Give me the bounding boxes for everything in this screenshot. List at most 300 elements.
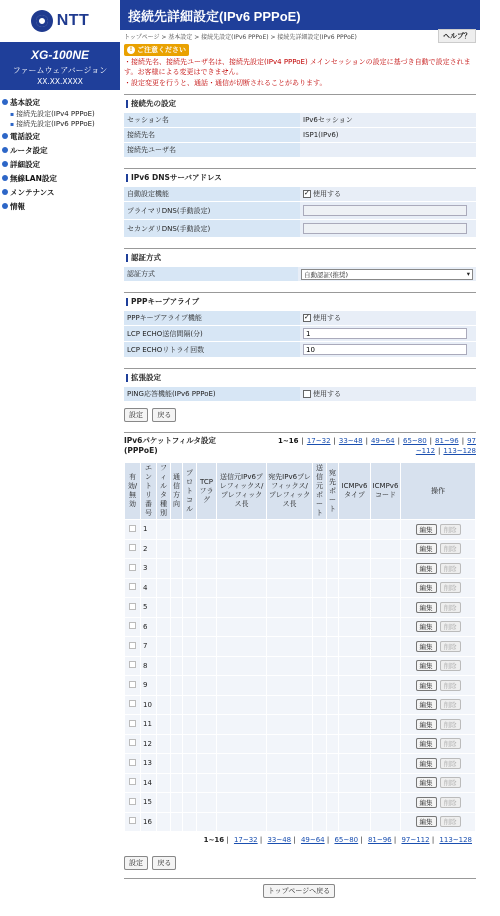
row-enable-checkbox[interactable] [129,583,136,590]
empty-cell [371,695,401,715]
empty-cell [267,578,313,598]
empty-cell [339,695,371,715]
empty-cell [171,695,183,715]
entry-number: 5 [141,598,157,618]
bullet-icon [2,133,8,139]
row-enable-checkbox[interactable] [129,798,136,805]
primary-dns-input[interactable] [303,205,467,216]
empty-cell [371,715,401,735]
top-page-button[interactable]: トップページへ戻る [263,884,335,898]
row-actions [401,715,476,735]
empty-cell [339,598,371,618]
empty-cell [157,559,171,579]
empty-cell [183,578,197,598]
table-row [125,598,476,618]
delete-button[interactable]: 削除 [440,758,461,769]
table-row [125,539,476,559]
row-enable-cell [125,520,141,540]
row-actions [401,539,476,559]
nav-sub-ipv6[interactable]: ▪ 接続先設定(IPv6 PPPoE) [10,120,95,128]
edit-button[interactable]: 編集 [416,543,437,554]
footer [124,878,476,898]
lcp-retry-input[interactable] [303,344,467,355]
empty-cell [183,559,197,579]
empty-cell [217,695,267,715]
empty-cell [313,734,327,754]
filter-section [124,432,476,844]
page-link[interactable]: 49~64 [300,836,325,844]
row-enable-checkbox[interactable] [129,642,136,649]
col-header: 宛先IPv6プレフィックス/プレフィックス長 [267,463,313,520]
section-connection [124,94,476,158]
extended-table [124,386,476,402]
table-row [125,559,476,579]
row-enable-cell [125,734,141,754]
empty-cell [157,812,171,832]
empty-cell [339,617,371,637]
edit-button[interactable]: 編集 [416,621,437,632]
empty-cell [339,559,371,579]
empty-cell [171,617,183,637]
page-link[interactable]: 81~96 [435,437,459,445]
page-link[interactable]: 33~48 [267,836,292,844]
entry-number: 2 [141,539,157,559]
delete-button[interactable]: 削除 [440,602,461,613]
empty-cell [313,559,327,579]
back-button[interactable]: 戻る [152,408,176,422]
row-enable-checkbox[interactable] [129,759,136,766]
row-actions [401,637,476,657]
nav-maintenance[interactable]: メンテナンス [0,185,120,199]
empty-cell [339,793,371,813]
delete-button[interactable]: 削除 [440,582,461,593]
delete-button[interactable]: 削除 [440,797,461,808]
pager-top: 1~16 | 17~32 | 33~48 | 49~64 | 65~80 | 81~96 | 97 ~112 | 113~128 [278,437,476,455]
empty-cell [157,715,171,735]
edit-button[interactable]: 編集 [416,524,437,535]
empty-cell [171,793,183,813]
empty-cell [183,598,197,618]
row-enable-checkbox[interactable] [129,681,136,688]
filter-title: IPv6パケットフィルタ設定(PPPoE) [124,436,216,455]
empty-cell [217,676,267,696]
empty-cell [371,734,401,754]
empty-cell [197,676,217,696]
empty-cell [371,598,401,618]
empty-cell [371,559,401,579]
row-enable-cell [125,656,141,676]
page-link[interactable]: 17~32 [233,836,258,844]
empty-cell [217,812,267,832]
row-enable-checkbox[interactable] [129,622,136,629]
empty-cell [171,734,183,754]
auth-select[interactable]: 自動認証(推奨) ▾ [301,269,473,280]
empty-cell [197,539,217,559]
empty-cell [171,637,183,657]
page-link[interactable]: 17~32 [306,437,331,445]
filter-header [124,432,476,456]
empty-cell [327,793,339,813]
table-row [125,656,476,676]
empty-cell [197,637,217,657]
row-enable-checkbox[interactable] [129,720,136,727]
empty-cell [171,539,183,559]
nav-sub-ipv4[interactable]: ▪ 接続先設定(IPv4 PPPoE) [10,110,95,118]
empty-cell [157,773,171,793]
edit-button[interactable]: 編集 [416,582,437,593]
logo-text: NTT [56,12,90,29]
delete-button[interactable]: 削除 [440,641,461,652]
empty-cell [157,520,171,540]
sub-marker-icon: ▪ [10,120,15,128]
page-link[interactable]: ~112 [415,447,436,455]
empty-cell [371,812,401,832]
edit-button[interactable]: 編集 [416,797,437,808]
delete-button[interactable]: 削除 [440,621,461,632]
section-title: 接続先の設定 [124,94,476,112]
delete-button[interactable]: 削除 [440,563,461,574]
empty-cell [327,559,339,579]
entry-number: 6 [141,617,157,637]
section-title: 認証方式 [124,248,476,266]
form-row: LCP ECHOリトライ回数 10 [124,342,476,357]
keepalive-table [124,310,476,358]
bullet-icon [2,175,8,181]
empty-cell [197,520,217,540]
edit-button[interactable]: 編集 [416,758,437,769]
empty-cell [327,637,339,657]
page-link[interactable]: 113~128 [439,836,472,844]
row-enable-cell [125,617,141,637]
table-row [125,773,476,793]
empty-cell [339,656,371,676]
col-header: 宛先ポート [327,463,339,520]
section-title: 拡張設定 [124,368,476,386]
empty-cell [267,812,313,832]
nav-router[interactable]: ルータ設定 [0,143,120,157]
delete-button[interactable]: 削除 [440,524,461,535]
empty-cell [267,695,313,715]
empty-cell [183,812,197,832]
row-actions [401,520,476,540]
empty-cell [197,695,217,715]
col-header: 有効/無効 [125,463,141,520]
form-row: 接続先ユーザ名 [124,143,476,157]
empty-cell [171,520,183,540]
empty-cell [313,520,327,540]
page-current: 1~16 [203,836,225,844]
empty-cell [217,734,267,754]
empty-cell [327,812,339,832]
row-actions [401,734,476,754]
empty-cell [183,520,197,540]
delete-button[interactable]: 削除 [440,816,461,827]
empty-cell [339,676,371,696]
table-row [125,754,476,774]
row-enable-checkbox[interactable] [129,817,136,824]
row-actions [401,812,476,832]
secondary-dns-input[interactable] [303,223,467,234]
row-enable-checkbox[interactable] [129,700,136,707]
page-link[interactable]: 33~48 [338,437,363,445]
entry-number: 10 [141,695,157,715]
delete-button[interactable]: 削除 [440,680,461,691]
empty-cell [371,578,401,598]
empty-cell [217,754,267,774]
edit-button[interactable]: 編集 [416,738,437,749]
delete-button[interactable]: 削除 [440,777,461,788]
chevron-down-icon: ▾ [466,270,470,278]
empty-cell [183,793,197,813]
row-enable-checkbox[interactable] [129,603,136,610]
empty-cell [183,656,197,676]
page-link[interactable]: 65~80 [334,836,359,844]
row-actions [401,754,476,774]
empty-cell [171,812,183,832]
row-enable-checkbox[interactable] [129,564,136,571]
row-actions [401,656,476,676]
empty-cell [327,656,339,676]
main-panel [120,0,480,898]
form-row: 自動設定機能 ✓ 使用する [124,187,476,201]
empty-cell [327,695,339,715]
filter-header-row [125,463,476,520]
notice-badge: ! ご注意ください [124,44,189,56]
page-current: 1~16 [278,437,299,445]
edit-button[interactable]: 編集 [416,777,437,788]
empty-cell [197,598,217,618]
col-header: ICMPv6タイプ [339,463,371,520]
empty-cell [267,793,313,813]
empty-cell [267,539,313,559]
empty-cell [217,793,267,813]
empty-cell [313,539,327,559]
empty-cell [157,793,171,813]
breadcrumb-row [120,30,480,42]
edit-button[interactable]: 編集 [416,563,437,574]
empty-cell [313,676,327,696]
row-enable-cell [125,715,141,735]
section-auth [124,248,476,282]
entry-number: 9 [141,676,157,696]
empty-cell [267,734,313,754]
col-header: 操作 [401,463,476,520]
empty-cell [339,520,371,540]
empty-cell [217,773,267,793]
row-actions [401,773,476,793]
row-enable-cell [125,539,141,559]
table-row [125,734,476,754]
sub-marker-icon: ▪ [10,110,15,118]
row-actions [401,695,476,715]
apply-button[interactable]: 設定 [124,408,148,422]
empty-cell [313,578,327,598]
page-link[interactable]: 81~96 [367,836,392,844]
row-enable-checkbox[interactable] [129,778,136,785]
empty-cell [339,539,371,559]
empty-cell [157,676,171,696]
table-row [125,715,476,735]
empty-cell [339,812,371,832]
row-enable-cell [125,637,141,657]
empty-cell [313,812,327,832]
row-enable-checkbox[interactable] [129,661,136,668]
empty-cell [327,539,339,559]
bullet-icon [2,99,8,105]
entry-number: 12 [141,734,157,754]
empty-cell [171,773,183,793]
page-link[interactable]: 97 [467,437,476,445]
empty-cell [157,754,171,774]
row-enable-cell [125,695,141,715]
form-row: 認証方式 自動認証(推奨) ▾ [124,267,476,281]
section-keepalive [124,292,476,358]
nav-info[interactable]: 情報 [0,199,120,213]
empty-cell [197,617,217,637]
dns-auto-checkbox[interactable] [303,190,311,198]
row-enable-checkbox[interactable] [129,544,136,551]
bullet-icon [2,161,8,167]
form-row: PPPキープアライブ機能 ✓ 使用する [124,311,476,325]
bullet-icon [2,203,8,209]
lcp-interval-input[interactable] [303,328,467,339]
row-enable-cell [125,559,141,579]
table-row [125,676,476,696]
empty-cell [313,773,327,793]
bullet-icon [2,189,8,195]
section-title: IPv6 DNSサーバアドレス [124,168,476,186]
empty-cell [217,656,267,676]
empty-cell [267,598,313,618]
edit-button[interactable]: 編集 [416,660,437,671]
exclamation-icon: ! [127,46,135,54]
entry-number: 7 [141,637,157,657]
empty-cell [267,754,313,774]
empty-cell [339,578,371,598]
edit-button[interactable]: 編集 [416,602,437,613]
empty-cell [217,598,267,618]
notice-header [124,44,476,56]
page-link[interactable]: 65~80 [402,437,427,445]
section-extended [124,368,476,402]
breadcrumb[interactable]: トップページ > 基本設定 > 接続先設定(IPv6 PPPoE) > 接続先詳細設定(IPv6 PPPoE) [124,33,357,41]
delete-button[interactable]: 削除 [440,660,461,671]
form-row: LCP ECHO送信間隔(分) 1 [124,326,476,341]
back-button[interactable]: 戻る [152,856,176,870]
page-link[interactable]: 97~112 [401,836,430,844]
form-row: セカンダリDNS(手動設定) [124,220,476,237]
empty-cell [339,715,371,735]
edit-button[interactable]: 編集 [416,816,437,827]
col-header: 送信元IPv6プレフィックス/プレフィックス長 [217,463,267,520]
delete-button[interactable]: 削除 [440,738,461,749]
empty-cell [313,715,327,735]
section-title: PPPキープアライブ [124,292,476,310]
empty-cell [157,539,171,559]
empty-cell [339,773,371,793]
ping-checkbox[interactable] [303,390,311,398]
nav-basic[interactable]: 基本設定 [0,95,120,109]
empty-cell [267,656,313,676]
nav-wlan[interactable]: 無線LAN設定 [0,171,120,185]
row-enable-checkbox[interactable] [129,525,136,532]
keepalive-checkbox[interactable] [303,314,311,322]
empty-cell [157,598,171,618]
empty-cell [157,734,171,754]
delete-button[interactable]: 削除 [440,543,461,554]
empty-cell [371,520,401,540]
edit-button[interactable]: 編集 [416,699,437,710]
edit-button[interactable]: 編集 [416,719,437,730]
empty-cell [183,734,197,754]
nav-advanced[interactable]: 詳細設定 [0,157,120,171]
empty-cell [339,754,371,774]
row-actions [401,559,476,579]
delete-button[interactable]: 削除 [440,719,461,730]
section-dns [124,168,476,238]
empty-cell [313,695,327,715]
row-actions [401,793,476,813]
nav-phone[interactable]: 電話設定 [0,129,120,143]
empty-cell [217,559,267,579]
table-row [125,793,476,813]
row-enable-checkbox[interactable] [129,739,136,746]
entry-number: 8 [141,656,157,676]
col-header: 通信方向 [171,463,183,520]
empty-cell [371,793,401,813]
row-enable-cell [125,793,141,813]
empty-cell [339,734,371,754]
dns-table [124,186,476,238]
empty-cell [197,754,217,774]
row-enable-cell [125,754,141,774]
notice-line-1: ・接続先名、接続先ユーザ名は、接続先設定(IPv4 PPPoE) メインセッションの設定に基づき自動で設定されます。お客様による変更はできません。 [124,58,471,76]
empty-cell [183,715,197,735]
empty-cell [157,656,171,676]
row-enable-cell [125,598,141,618]
side-nav [0,90,120,213]
auth-table [124,266,476,282]
empty-cell [217,637,267,657]
empty-cell [157,617,171,637]
edit-button[interactable]: 編集 [416,680,437,691]
firmware-version: XX.XX.XXXX [37,77,83,86]
col-header: ICMPv6コード [371,463,401,520]
empty-cell [183,637,197,657]
row-enable-cell [125,812,141,832]
empty-cell [267,676,313,696]
entry-number: 13 [141,754,157,774]
apply-button[interactable]: 設定 [124,856,148,870]
page-link[interactable]: 49~64 [370,437,395,445]
page-link[interactable]: 113~128 [443,447,476,455]
table-row [125,617,476,637]
empty-cell [197,559,217,579]
edit-button[interactable]: 編集 [416,641,437,652]
row-actions [401,578,476,598]
empty-cell [313,617,327,637]
empty-cell [197,656,217,676]
empty-cell [183,676,197,696]
ntt-logo [0,0,120,42]
empty-cell [183,695,197,715]
delete-button[interactable]: 削除 [440,699,461,710]
model-box [0,42,120,90]
empty-cell [371,676,401,696]
empty-cell [171,754,183,774]
help-button[interactable]: ヘルプ？ [438,29,476,43]
empty-cell [313,793,327,813]
